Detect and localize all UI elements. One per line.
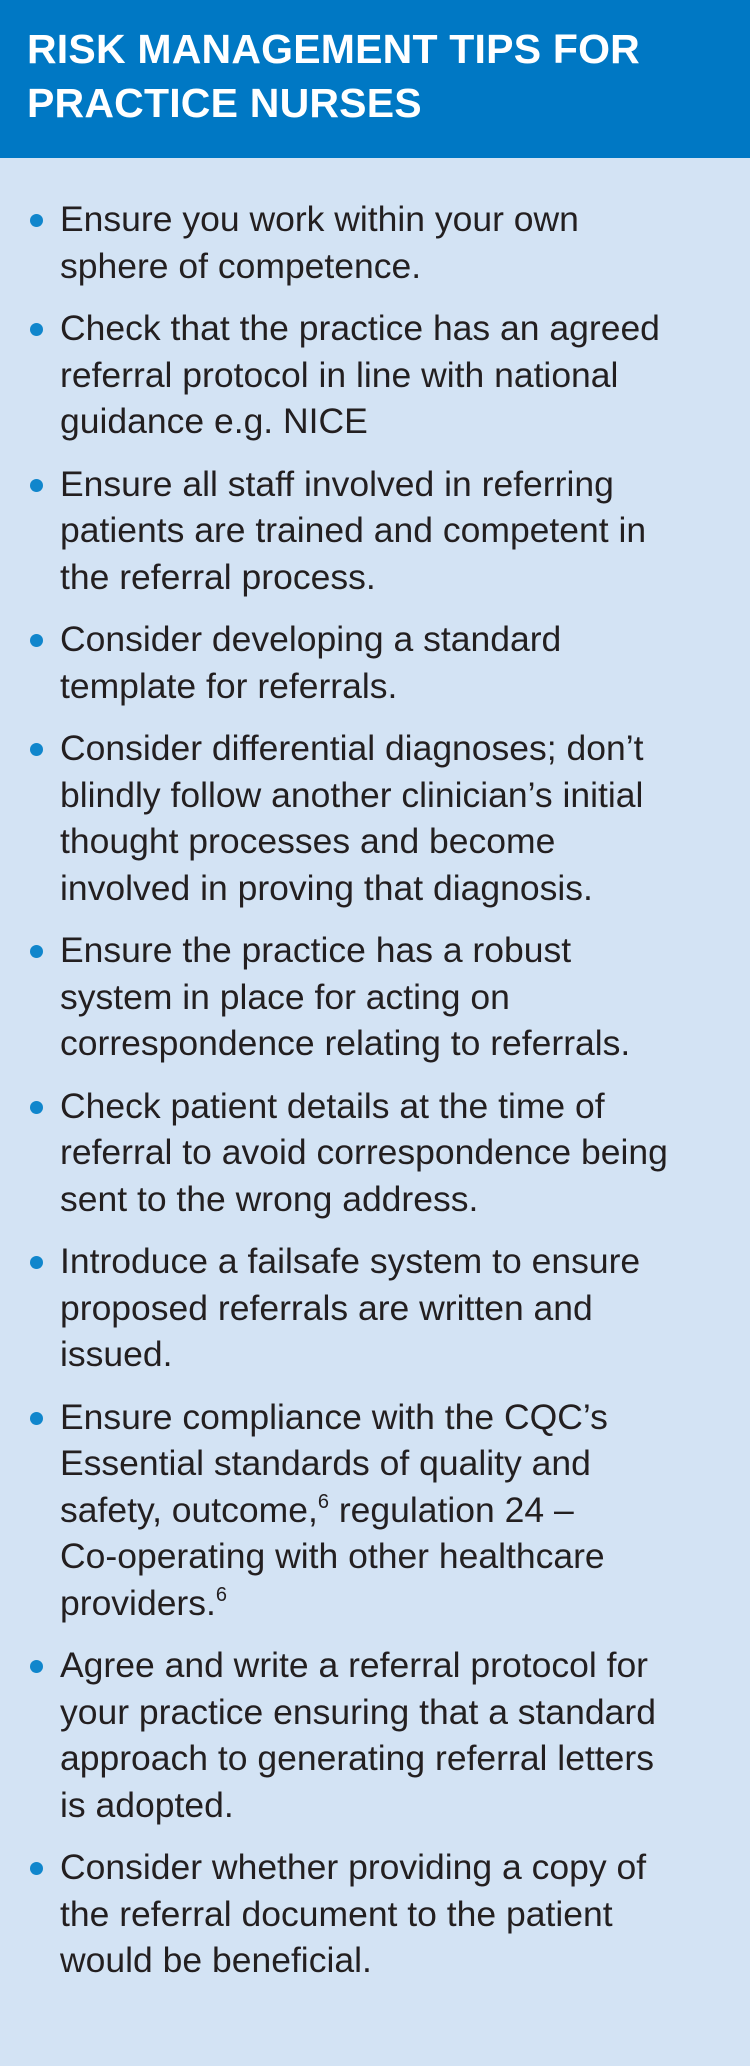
list-item — [30, 725, 740, 911]
item-line: referral to avoid correspondence being — [60, 1132, 668, 1172]
panel-header — [0, 0, 750, 158]
item-line: Consider developing a standard — [60, 619, 562, 659]
item-line: referral protocol in line with national — [60, 354, 619, 395]
reference-superscript: 6 — [317, 1490, 329, 1513]
item-line: Ensure all staff involved in referring — [60, 463, 614, 504]
list-item — [30, 616, 740, 709]
item-line: involved in proving that diagnosis. — [60, 867, 593, 908]
item-line: correspondence relating to referrals. — [60, 1023, 631, 1063]
item-line: Ensure you work within your own — [60, 199, 579, 239]
bullet-icon — [30, 323, 43, 336]
bullet-icon — [30, 1256, 43, 1269]
item-line: sphere of competence. — [60, 245, 422, 286]
item-line: approach to generating referral letters — [60, 1738, 654, 1778]
item-line: Co-operating with other healthcare — [60, 1536, 605, 1576]
item-line: is adopted. — [60, 1784, 234, 1825]
list-item — [30, 305, 740, 445]
bullet-icon — [30, 1412, 43, 1425]
bullet-icon — [30, 479, 43, 492]
item-line: Ensure the practice has a robust — [60, 930, 572, 970]
list-item — [30, 1238, 740, 1378]
list-item — [30, 461, 740, 601]
panel-title-line-2: PRACTICE NURSES — [27, 80, 422, 126]
item-line-text: regulation 24 – — [328, 1489, 574, 1530]
item-line: Consider whether providing a copy of — [60, 1847, 647, 1887]
item-line: Ensure compliance with the CQC’s — [60, 1396, 608, 1437]
bullet-icon — [30, 945, 43, 958]
item-line: your practice ensuring that a standard — [60, 1691, 656, 1732]
reference-superscript: 6 — [215, 1583, 227, 1606]
list-item — [30, 1083, 740, 1223]
bullet-icon — [30, 214, 43, 227]
item-line: guidance e.g. NICE — [60, 401, 368, 441]
item-line: Check patient details at the time of — [60, 1085, 605, 1126]
bullet-icon — [30, 1862, 43, 1875]
bullet-icon — [30, 634, 43, 647]
list-item — [30, 1394, 740, 1627]
item-line: Agree and write a referral protocol for — [60, 1645, 649, 1685]
list-item — [30, 196, 740, 289]
item-line: proposed referrals are written and — [60, 1287, 593, 1328]
item-line: blindly follow another clinician’s initial — [60, 774, 644, 815]
item-line: the referral process. — [60, 556, 376, 597]
item-line-with-reference — [60, 1487, 740, 1534]
item-line: issued. — [60, 1334, 173, 1374]
bullet-icon — [30, 743, 43, 756]
item-line-with-reference — [60, 1580, 740, 1627]
list-item — [30, 1844, 740, 1984]
item-line: the referral document to the patient — [60, 1893, 613, 1934]
item-line: thought processes and become — [60, 821, 556, 861]
tips-list — [0, 158, 750, 1984]
item-line-text: providers. — [60, 1582, 216, 1623]
item-line: sent to the wrong address. — [60, 1178, 479, 1219]
item-line: template for referrals. — [60, 665, 398, 706]
bullet-icon — [30, 1101, 43, 1114]
panel-title-line-1: RISK MANAGEMENT TIPS FOR — [27, 26, 640, 72]
item-line: Introduce a failsafe system to ensure — [60, 1241, 641, 1281]
item-line: Check that the practice has an agreed — [60, 308, 660, 348]
item-line: system in place for acting on — [60, 976, 510, 1017]
item-line-text: safety, outcome, — [60, 1489, 318, 1530]
item-line: Consider differential diagnoses; don’t — [60, 728, 644, 768]
list-item — [30, 927, 740, 1067]
bullet-icon — [30, 1660, 43, 1673]
list-item — [30, 1642, 740, 1828]
item-line: Essential standards of quality and — [60, 1443, 591, 1483]
item-line: would be beneficial. — [60, 1940, 372, 1980]
item-line: patients are trained and competent in — [60, 510, 647, 550]
